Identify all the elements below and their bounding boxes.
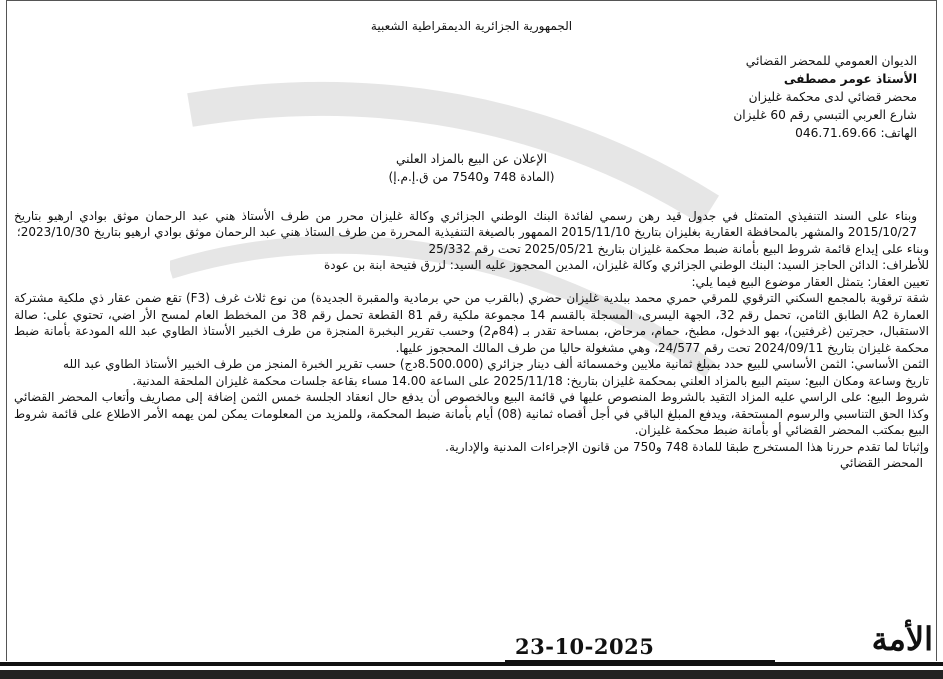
office-name: الديوان العمومي للمحضر القضائي [745,53,917,68]
footer-rule-thick [0,662,943,666]
newspaper-logo [783,622,933,662]
frame-right-border [936,0,937,661]
notice-title-block [14,150,929,186]
office-phone: الهاتف: 046.71.69.66 [795,125,917,140]
notice-articles: (المادة 748 و7540 من ق.إ.م.إ) [388,169,555,184]
paragraph-executive-title: وبناء على السند التنفيذي المتمثل في جدول قيد رهن رسمي لفائدة البنك الوطني الجزائري وكالة غليزان محرر من طرف الأستاذ هني عبد الرحمان موثق بوادي ارهيو بتاريخ 2015/10/27 والمشهر بالمحافظة العقارية بغليزان بتاريخ 2015/11/10 الممهور بالصيغة التنفيذية المحررة من طرف الستاذ هني عبد الرحمان موثق بوادي ارهيو بتاريخ 2023/10/30؛ [14,208,917,239]
paragraph-property-heading: تعيين العقار: يتمثل العقار موضوع البيع فيما يلي: [691,274,929,289]
notice-title: الإعلان عن البيع بالمزاد العلني [395,151,548,166]
document-content [14,8,929,472]
footer-rule-bottom [0,670,943,679]
paragraph-closing: وإثباتا لما تقدم حررنا هذا المستخرج طبقا للمادة 748 و750 من قانون الإجراءات المدنية والإدارية. [445,439,929,454]
notice-body [14,208,929,472]
bailiff-header-block [14,52,929,142]
paragraph-parties: للأطراف: الدائن الحاجز السيد: البنك الوطني الجزائري وكالة غليزان، المدين المحجوز عليه السيد: لزرق فتيحة ابنة بن عودة [323,258,929,272]
paragraph-sale-date-place: تاريخ وساعة ومكان البيع: سيتم البيع بالمزاد العلني بمحكمة غليزان بتاريخ: 2025/11/18 على الساعة 14.00 مساء بقاعة جلسات محكمة غليزان الملحقة المدنية. [132,373,929,388]
paragraph-base-price: الثمن الأساسي: الثمن الأساسي للبيع حدد بمبلغ ثمانية ملايين وخمسمائة ألف دينار جزائري (8.500.000دج) حسب تقرير الخبرة المنجز من طرف الخبير الأستاذ الطاوي عبد الله [63,357,929,371]
paragraph-property-description: شقة ترقوية بالمجمع السكني الترقوي للمرقي حمري محمد ببلدية غليزان حضري (بالقرب من حي برمادية والمقبرة الجديدة) من نوع ثلاث غرف (F3) تقع ضمن عقار ذي ملكية مشتركة العمارة A2 الطابق الثامن، تحمل رقم 32، الجهة اليسرى، المسجلة بالقسم 14 مجموعة ملكية رقم 81 القطعة تحمل رقم 38 من المخطط العام لمسح الأر اضي، تحتوي على: صالة الاستقبال، حجرتين (غرفتين)، بهو الدخول، مطبخ، حمام، مرحاض، بمساحة تقدر بـ (84م2) وحسب تقرير البخبرة المنجزة من طرف الخبير الأستاذ الطاوي عبد الله المودعة بأمانة ضبط محكمة غليزان بتاريخ 2024/09/11 تحت رقم 24/577، وهي مشغولة حاليا من طرف المالك المحجوز عليها. [14,291,929,355]
publication-date: 23-10-2025 [515,634,655,659]
paragraph-sale-conditions: شروط البيع: على الراسي عليه المزاد التقيد بالشروط المنصوص عليها في قائمة البيع وبالخصوص أن يدفع حال انعقاد الجلسة خمس الثمن إضافة إلى مصاريف وأتعاب المحضر القضائي وكذا الحق التناسبي والرسوم المستحقة، ويدفع المبلغ الباقي في أجل أقصاه ثمانية (08) أيام بأمانة ضبط المحكمة، وللمزيد من المعلومات يمكن لمن يهمه الأمر الاطلاع على قائمة شروط البيع بمكتب المحضر القضائي أو بأمانة ضبط محكمة غليزان. [14,390,930,437]
newspaper-logo-text: الأمة [871,620,933,658]
frame-left-border [6,0,7,661]
office-address: شارع العربي التبسي رقم 60 غليزان [733,107,917,122]
bailiff-name: الأستاذ عومر مصطفى [783,71,917,86]
bailiff-role: محضر قضائي لدى محكمة غليزان [748,89,917,104]
frame-top-border [6,0,937,1]
paragraph-conditions-deposit: وبناء على إيداع قائمة شروط البيع بأمانة ضبط محكمة غليزان بتاريخ 2025/05/21 تحت رقم 25/332 [428,241,929,256]
signature-label: المحضر القضائي [840,456,923,470]
republic-heading: الجمهورية الجزائرية الديمقراطية الشعبية [370,19,573,33]
